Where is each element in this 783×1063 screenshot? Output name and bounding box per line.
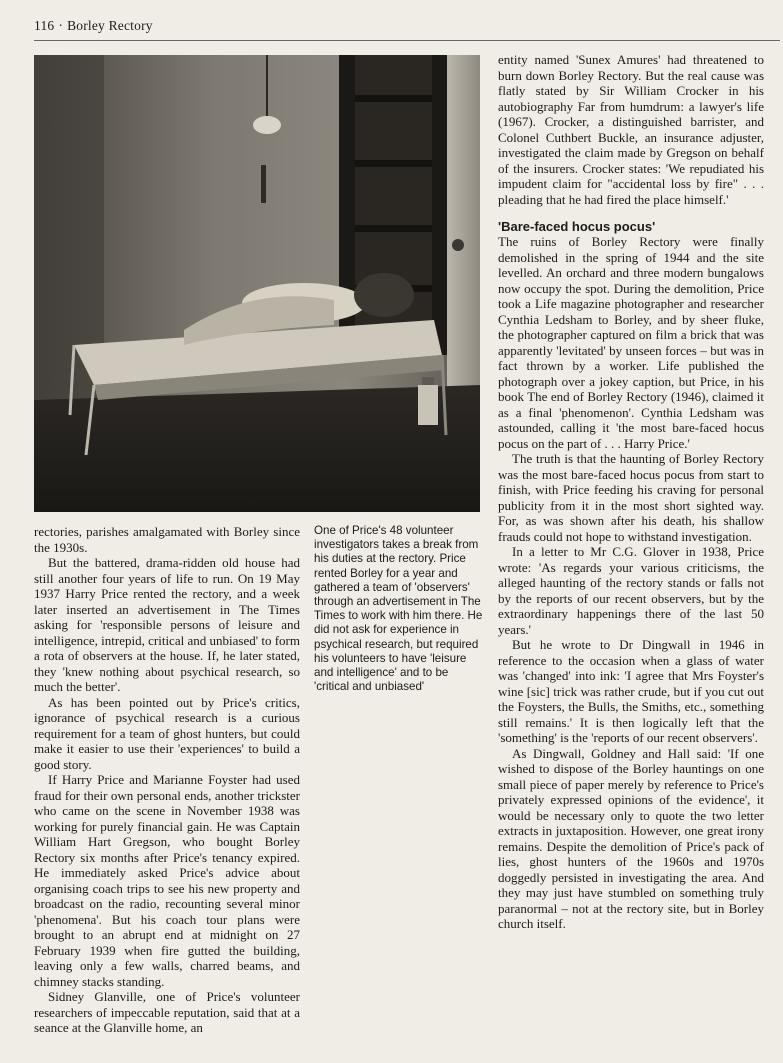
paragraph: rectories, parishes amalgamated with Borley since the 1930s. bbox=[34, 524, 300, 555]
photo-caption: One of Price's 48 volunteer investigators takes a break from his duties at the rectory. Price rented Borley for a year and gathered a team of 'observers' through an advertisement in The Times to work with him there. He did not ask for experience in psychical research, but required his volunteers to have 'leisure and intelligence' and to be 'critical and unbiased' bbox=[314, 524, 483, 694]
header-separator: · bbox=[58, 18, 64, 33]
paragraph: As Dingwall, Goldney and Hall said: 'If one wished to dispose of the Borley hauntings on one small piece of paper merely by reference to Price's privately expressed opinions of the evidence', it would be necessary only to quote the two letter extracts in juxtaposition. However, one great irony remains. Despite the demolition of Price's pack of lies, ghost hunters of the 1960s and 1970s doggedly persisted in investigating the area. And they may just have stumbled on something truly paranormal – not at the rectory site, but in Borley church itself. bbox=[498, 745, 764, 931]
paragraph: But the battered, drama-ridden old house had still another four years of life to run. On 19 May 1937 Harry Price rented the rectory, and a week later inserted an advertisement in The Times asking for 'responsible persons of leisure and intelligence, intrepid, critical and unbiased' to form a rota of observers at the house. If, he later stated, they 'knew nothing about psychical research, so much the better'. bbox=[34, 555, 300, 694]
header-rule bbox=[34, 40, 780, 41]
paragraph: entity named 'Sunex Amures' had threatened to burn down Borley Rectory. But the real cause was flatly stated by Sir William Crocker in his autobiography Far from humdrum: a lawyer's life (1967). Crocker, a distinguished barrister, and Colonel Cuthbert Buckle, an insurance adjuster, investigated the claim made by Gregson on behalf of the insurers. Crocker states: 'We repudiated his impudent claim for "accidental loss by fire" . . . pleading that he had fired the place himself.' bbox=[498, 52, 764, 207]
section-subheading: 'Bare-faced hocus pocus' bbox=[498, 219, 656, 234]
paragraph: In a letter to Mr C.G. Glover in 1938, Price wrote: 'As regards your various criticisms, the alleged haunting of the rectory stands or falls not by the reports of our recent observers, but by the extraordinary happenings there of the last 50 years.' bbox=[498, 544, 764, 637]
running-header bbox=[34, 18, 153, 34]
paragraph: But he wrote to Dr Dingwall in 1946 in reference to the occasion when a glass of water was 'changed' into ink: 'I agree that Mrs Foyster's wine [sic] trick was rather crude, but if you cut out the Foysters, the Bulls, the Smiths, etc., something still remains.' It is then logically left that the 'something' is the 'reports of our recent observers'. bbox=[498, 637, 764, 745]
paragraph: Sidney Glanville, one of Price's volunteer researchers of impeccable reputation, said that at a seance at the Glanville home, an bbox=[34, 989, 300, 1035]
paragraph: The ruins of Borley Rectory were finally demolished in the spring of 1944 and the site levelled. An orchard and three modern bungalows now occupy the spot. During the demolition, Price took a Life magazine photographer and researcher Cynthia Ledsham to Borley, and by sheer fluke, the photographer captured on film a brick that was apparently 'levitated' by unseen forces – but was in fact thrown by a worker. Life published the photograph over a jokey caption, but Price, in his book The end of Borley Rectory (1946), claimed it as a final 'phenomenon'. Cynthia Ledsham was astounded, calling it 'the most bare-faced hocus pocus on the part of . . . Harry Price.' bbox=[498, 234, 764, 451]
paragraph: If Harry Price and Marianne Foyster had used fraud for their own personal ends, another trickster who came on the scene in November 1938 was working for purely financial gain. He was Captain William Hart Gregson, who bought Borley Rectory six months after Price's tenancy expired. He immediately asked Price's advice about organising coach trips to see his new property and broadcast on the radio, recounting several minor 'phenomena'. But his coach tour plans were brought to an abrupt end at midnight on 27 February 1939 when fire gutted the building, leaving only a few walls, charred beams, and chimney stacks standing. bbox=[34, 772, 300, 989]
text-column-2 bbox=[498, 52, 764, 932]
paragraph: As has been pointed out by Price's critics, ignorance of psychical research is a curious requirement for a team of ghost hunters, but could make it easier to use their 'experiences' to build a good story. bbox=[34, 694, 300, 772]
text-column-1 bbox=[34, 524, 300, 1036]
page-number: 116 bbox=[34, 18, 55, 33]
paragraph: The truth is that the haunting of Borley Rectory was the most bare-faced hocus pocus from start to finish, with Price feeding his craving for personal publicity from it in the most short sighted way. For, as was shown after his death, his shallow frauds could not hope to withstand investigation. bbox=[498, 451, 764, 544]
running-title: Borley Rectory bbox=[67, 18, 153, 33]
rectory-bedroom-photo bbox=[34, 55, 480, 512]
